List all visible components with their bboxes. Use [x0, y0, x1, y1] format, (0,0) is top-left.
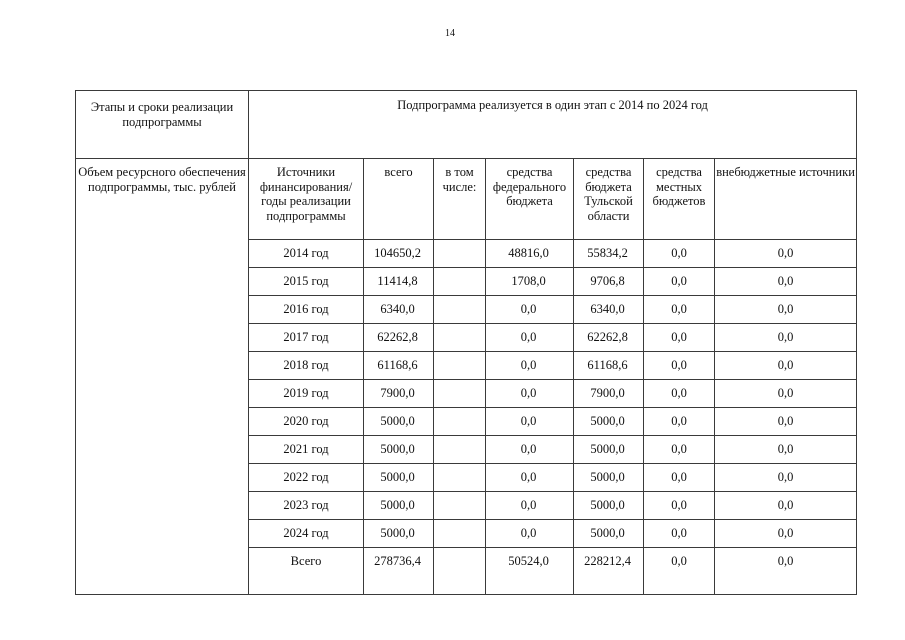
col-local: средства местных бюджетов	[644, 159, 715, 240]
total-including	[434, 548, 486, 595]
year-cell: 2024 год	[249, 520, 364, 548]
regional-cell: 5000,0	[574, 436, 644, 464]
federal-cell: 0,0	[486, 324, 574, 352]
including-cell	[434, 520, 486, 548]
federal-cell: 0,0	[486, 464, 574, 492]
col-regional: средства бюджета Тульской области	[574, 159, 644, 240]
including-cell	[434, 436, 486, 464]
extra-cell: 0,0	[715, 268, 857, 296]
including-cell	[434, 240, 486, 268]
page-number: 14	[445, 28, 455, 39]
total-cell: 7900,0	[364, 380, 434, 408]
regional-cell: 6340,0	[574, 296, 644, 324]
local-cell: 0,0	[644, 240, 715, 268]
regional-cell: 5000,0	[574, 520, 644, 548]
year-cell: 2021 год	[249, 436, 364, 464]
federal-cell: 0,0	[486, 492, 574, 520]
total-cell: 61168,6	[364, 352, 434, 380]
extra-cell: 0,0	[715, 324, 857, 352]
total-cell: 5000,0	[364, 408, 434, 436]
year-cell: 2016 год	[249, 296, 364, 324]
extra-cell: 0,0	[715, 520, 857, 548]
regional-cell: 5000,0	[574, 408, 644, 436]
including-cell	[434, 380, 486, 408]
regional-cell: 5000,0	[574, 492, 644, 520]
local-cell: 0,0	[644, 492, 715, 520]
regional-cell: 61168,6	[574, 352, 644, 380]
regional-cell: 55834,2	[574, 240, 644, 268]
year-cell: 2019 год	[249, 380, 364, 408]
total-cell: 62262,8	[364, 324, 434, 352]
total-cell: 6340,0	[364, 296, 434, 324]
extra-cell: 0,0	[715, 380, 857, 408]
including-cell	[434, 296, 486, 324]
stages-label: Этапы и сроки реализации подпрограммы	[76, 91, 249, 159]
local-cell: 0,0	[644, 324, 715, 352]
stages-value: Подпрограмма реализуется в один этап с 2014 по 2024 год	[249, 91, 857, 159]
year-cell: 2022 год	[249, 464, 364, 492]
local-cell: 0,0	[644, 352, 715, 380]
federal-cell: 0,0	[486, 408, 574, 436]
col-extra: внебюджетные источники	[715, 159, 857, 240]
col-federal: средства федерального бюджета	[486, 159, 574, 240]
including-cell	[434, 352, 486, 380]
total-cell: 5000,0	[364, 464, 434, 492]
extra-cell: 0,0	[715, 296, 857, 324]
local-cell: 0,0	[644, 268, 715, 296]
regional-cell: 62262,8	[574, 324, 644, 352]
total-regional: 228212,4	[574, 548, 644, 595]
local-cell: 0,0	[644, 296, 715, 324]
extra-cell: 0,0	[715, 492, 857, 520]
local-cell: 0,0	[644, 464, 715, 492]
regional-cell: 5000,0	[574, 464, 644, 492]
extra-cell: 0,0	[715, 464, 857, 492]
including-cell	[434, 464, 486, 492]
including-cell	[434, 324, 486, 352]
total-local: 0,0	[644, 548, 715, 595]
year-cell: 2014 год	[249, 240, 364, 268]
total-sum: 278736,4	[364, 548, 434, 595]
total-cell: 5000,0	[364, 492, 434, 520]
year-cell: 2020 год	[249, 408, 364, 436]
columns-row	[76, 159, 857, 240]
including-cell	[434, 268, 486, 296]
total-extra: 0,0	[715, 548, 857, 595]
total-cell: 104650,2	[364, 240, 434, 268]
federal-cell: 0,0	[486, 296, 574, 324]
including-cell	[434, 492, 486, 520]
total-cell: 11414,8	[364, 268, 434, 296]
local-cell: 0,0	[644, 408, 715, 436]
year-cell: 2023 год	[249, 492, 364, 520]
year-cell: 2018 год	[249, 352, 364, 380]
regional-cell: 9706,8	[574, 268, 644, 296]
extra-cell: 0,0	[715, 240, 857, 268]
col-sources: Источники финансирования/ годы реализации подпрограммы	[249, 159, 364, 240]
federal-cell: 0,0	[486, 520, 574, 548]
federal-cell: 0,0	[486, 436, 574, 464]
col-including: в том числе:	[434, 159, 486, 240]
year-cell: 2015 год	[249, 268, 364, 296]
regional-cell: 7900,0	[574, 380, 644, 408]
extra-cell: 0,0	[715, 352, 857, 380]
total-federal: 50524,0	[486, 548, 574, 595]
resource-table	[75, 90, 857, 595]
local-cell: 0,0	[644, 520, 715, 548]
resource-label: Объем ресурсного обеспечения подпрограммы, тыс. рублей	[76, 159, 249, 595]
total-label: Всего	[249, 548, 364, 595]
federal-cell: 1708,0	[486, 268, 574, 296]
total-cell: 5000,0	[364, 436, 434, 464]
including-cell	[434, 408, 486, 436]
federal-cell: 48816,0	[486, 240, 574, 268]
col-total: всего	[364, 159, 434, 240]
federal-cell: 0,0	[486, 380, 574, 408]
extra-cell: 0,0	[715, 436, 857, 464]
local-cell: 0,0	[644, 436, 715, 464]
local-cell: 0,0	[644, 380, 715, 408]
total-cell: 5000,0	[364, 520, 434, 548]
extra-cell: 0,0	[715, 408, 857, 436]
header-row	[76, 91, 857, 159]
year-cell: 2017 год	[249, 324, 364, 352]
federal-cell: 0,0	[486, 352, 574, 380]
